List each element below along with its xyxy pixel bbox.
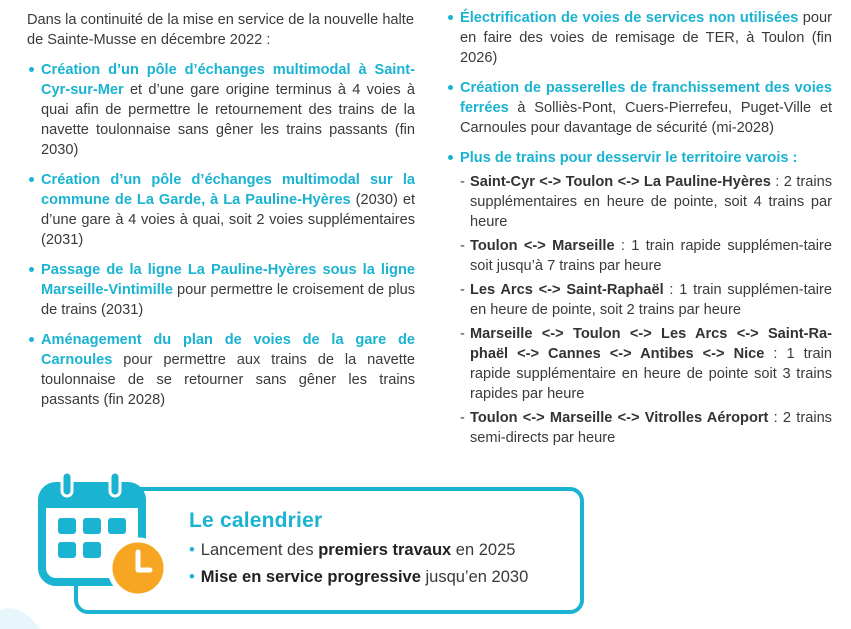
route-item: - Saint-Cyr <-> Toulon <-> La Pauline-Hyères : 2 trains supplémentaires en heure de pointe, soit 4 trains par heure <box>460 174 832 230</box>
route-detail: : 1 train rapide supplémen-taire soit jusqu’à 7 trains par heure <box>470 238 832 274</box>
item-text: pour permettre aux trains de la navette toulonnaise de se retourner sans gêner les trains passants (fin 2028) <box>41 352 415 408</box>
item-highlight: Électrification de voies de services non utilisées <box>460 10 799 26</box>
item-text: pour en faire des voies de remisage de TER, à Toulon (fin 2026) <box>460 10 832 66</box>
clock-icon <box>110 540 166 596</box>
left-column <box>27 8 415 420</box>
item-highlight: Passage de la ligne La Pauline-Hyères sous la ligne Marseille-Vintimille <box>41 262 415 298</box>
route-name: Toulon <-> Marseille <-> Vitrolles Aéroport <box>470 410 769 426</box>
item-text: à Solliès-Pont, Cuers-Pierrefeu, Puget-Ville et Carnoules pour davantage de sécurité (mi-2028) <box>460 100 832 136</box>
route-detail: : 2 trains supplémentaires en heure de pointe, soit 4 trains par heure <box>470 174 832 230</box>
left-item-la-garde <box>27 170 415 250</box>
route-name: Marseille <-> Toulon <-> Les Arcs <-> Saint-Ra-phaël <-> Cannes <-> Antibes <-> Nice <box>470 326 832 362</box>
calendar-item-travaux: • Lancement des premiers travaux en 2025 <box>189 541 516 559</box>
route-item: - Marseille <-> Toulon <-> Les Arcs <-> Saint-Ra-phaël <-> Cannes <-> Antibes <-> Nice : 1 train rapide supplémentaire en heure de pointe soit 3 trains rapides par heure <box>460 326 832 402</box>
route-name: Les Arcs <-> Saint-Raphaël <box>470 282 664 298</box>
route-item: - Les Arcs <-> Saint-Raphaël : 1 train supplémen-taire en heure de pointe, soit 2 trains par heure <box>460 282 832 318</box>
route-detail: : 1 train rapide supplémentaire en heure de pointe soit 3 trains rapides par heure <box>470 346 832 402</box>
item-highlight: Création de passerelles de franchissement des voies ferrées <box>460 80 832 116</box>
item-highlight: Création d’un pôle d’échanges multimodal sur la commune de La Garde, à La Pauline-Hyères <box>41 172 415 208</box>
route-name: Saint-Cyr <-> Toulon <-> La Pauline-Hyères <box>470 174 771 190</box>
calendar-icon <box>38 468 168 608</box>
item-text: (2030) et d’une gare à 4 voies à quai, soit 2 voies supplémentaires (2031) <box>41 192 415 248</box>
intro-text: Dans la continuité de la mise en service de la nouvelle halte de Sainte-Musse en décembre 2022 : <box>27 12 414 48</box>
item-text: pour permettre le croisement de plus de trains (2031) <box>41 282 415 318</box>
route-item: - Toulon <-> Marseille <-> Vitrolles Aéroport : 2 trains semi-directs par heure <box>460 410 832 446</box>
trains-heading: Plus de trains pour desservir le territoire varois : <box>446 148 832 168</box>
left-item-passage <box>27 260 415 320</box>
route-item: - Toulon <-> Marseille : 1 train rapide supplémen-taire soit jusqu’à 7 trains par heure <box>460 238 832 274</box>
right-item-passerelles <box>446 78 832 138</box>
right-item-electrification <box>446 8 832 68</box>
route-detail: : 2 trains semi-directs par heure <box>470 410 832 446</box>
route-detail: : 1 train supplémen-taire en heure de pointe, soit 2 trains par heure <box>470 282 832 318</box>
item-highlight: Création d’un pôle d’échanges multimodal à Saint-Cyr-sur-Mer <box>41 62 415 98</box>
item-text: et d’une gare origine terminus à 4 voies à quai afin de permettre le retournement des trains de la navette toulonnaise sans gêner les trains passants (fin 2030) <box>41 82 415 158</box>
calendar-item-mise-en-service: • Mise en service progressive jusqu’en 2030 <box>189 568 529 586</box>
calendar-title: Le calendrier <box>189 509 323 532</box>
route-name: Toulon <-> Marseille <box>470 238 615 254</box>
item-highlight: Aménagement du plan de voies de la gare de Carnoules <box>41 332 415 368</box>
left-item-carnoules <box>27 330 415 410</box>
left-item-saint-cyr <box>27 60 415 160</box>
right-column <box>446 8 832 452</box>
